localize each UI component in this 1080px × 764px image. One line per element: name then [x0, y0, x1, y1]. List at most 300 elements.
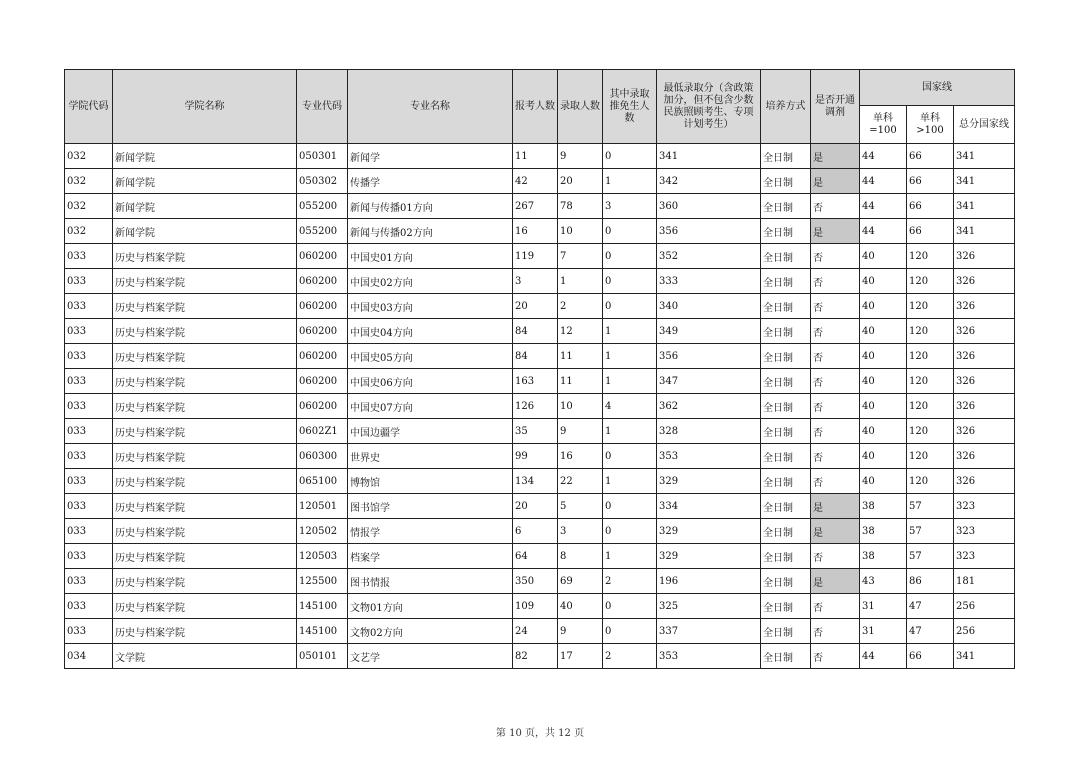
cell-total-line: 323: [954, 494, 1015, 519]
cell-admitted: 11: [558, 344, 603, 369]
cell-admitted: 1: [558, 269, 603, 294]
cell-single-100: 44: [860, 219, 907, 244]
cell-major-name: 文物01方向: [348, 594, 513, 619]
cell-major-code: 060200: [297, 394, 348, 419]
cell-college-name: 历史与档案学院: [113, 594, 297, 619]
cell-mode: 全日制: [761, 469, 811, 494]
cell-single-gt100: 57: [907, 519, 954, 544]
cell-single-gt100: 120: [907, 369, 954, 394]
cell-mode: 全日制: [761, 644, 811, 669]
cell-applicants: 20: [513, 294, 558, 319]
cell-total-line: 323: [954, 544, 1015, 569]
cell-college-code: 033: [65, 444, 113, 469]
cell-exempt: 1: [603, 319, 657, 344]
cell-single-100: 40: [860, 244, 907, 269]
cell-applicants: 99: [513, 444, 558, 469]
table-row: [65, 169, 1015, 194]
cell-min-score: 347: [657, 369, 761, 394]
table-row: [65, 619, 1015, 644]
cell-single-100: 40: [860, 269, 907, 294]
page-footer: 第 10 页，共 12 页: [495, 728, 585, 739]
cell-college-name: 历史与档案学院: [113, 294, 297, 319]
cell-admitted: 2: [558, 294, 603, 319]
cell-min-score: 349: [657, 319, 761, 344]
cell-min-score: 340: [657, 294, 761, 319]
table-row: [65, 269, 1015, 294]
cell-min-score: 342: [657, 169, 761, 194]
cell-applicants: 84: [513, 319, 558, 344]
cell-major-code: 0602Z1: [297, 419, 348, 444]
cell-transfer: 是: [811, 569, 860, 594]
cell-single-100: 40: [860, 419, 907, 444]
cell-exempt: 0: [603, 144, 657, 169]
cell-single-gt100: 120: [907, 394, 954, 419]
cell-admitted: 40: [558, 594, 603, 619]
cell-college-code: 033: [65, 369, 113, 394]
cell-min-score: 337: [657, 619, 761, 644]
cell-admitted: 16: [558, 444, 603, 469]
cell-major-code: 055200: [297, 219, 348, 244]
cell-major-code: 120501: [297, 494, 348, 519]
cell-total-line: 326: [954, 344, 1015, 369]
cell-college-name: 历史与档案学院: [113, 244, 297, 269]
cell-major-name: 中国史01方向: [348, 244, 513, 269]
cell-admitted: 5: [558, 494, 603, 519]
cell-total-line: 181: [954, 569, 1015, 594]
cell-total-line: 326: [954, 269, 1015, 294]
cell-mode: 全日制: [761, 594, 811, 619]
cell-single-100: 38: [860, 544, 907, 569]
cell-college-name: 历史与档案学院: [113, 469, 297, 494]
cell-admitted: 69: [558, 569, 603, 594]
cell-exempt: 1: [603, 469, 657, 494]
cell-mode: 全日制: [761, 219, 811, 244]
cell-total-line: 323: [954, 519, 1015, 544]
cell-major-name: 中国史04方向: [348, 319, 513, 344]
cell-single-100: 40: [860, 369, 907, 394]
cell-total-line: 326: [954, 319, 1015, 344]
cell-min-score: 325: [657, 594, 761, 619]
cell-major-code: 145100: [297, 619, 348, 644]
cell-single-100: 40: [860, 294, 907, 319]
cell-college-name: 历史与档案学院: [113, 569, 297, 594]
cell-major-code: 145100: [297, 594, 348, 619]
cell-single-gt100: 47: [907, 619, 954, 644]
cell-single-100: 40: [860, 394, 907, 419]
cell-major-code: 065100: [297, 469, 348, 494]
cell-exempt: 0: [603, 219, 657, 244]
table-row: [65, 494, 1015, 519]
cell-single-100: 44: [860, 644, 907, 669]
cell-college-name: 文学院: [113, 644, 297, 669]
cell-college-code: 034: [65, 644, 113, 669]
cell-min-score: 362: [657, 394, 761, 419]
cell-exempt: 0: [603, 294, 657, 319]
table-row: [65, 444, 1015, 469]
cell-admitted: 7: [558, 244, 603, 269]
cell-transfer: 否: [811, 594, 860, 619]
cell-single-gt100: 66: [907, 169, 954, 194]
header-total-line: 总分国家线: [954, 106, 1015, 144]
cell-college-name: 历史与档案学院: [113, 394, 297, 419]
table-row: [65, 219, 1015, 244]
cell-admitted: 17: [558, 644, 603, 669]
header-national-line: 国家线: [860, 70, 1015, 106]
cell-major-name: 图书馆学: [348, 494, 513, 519]
cell-single-gt100: 57: [907, 494, 954, 519]
cell-major-name: 档案学: [348, 544, 513, 569]
cell-single-gt100: 120: [907, 269, 954, 294]
cell-college-code: 033: [65, 244, 113, 269]
cell-single-gt100: 120: [907, 469, 954, 494]
cell-major-name: 文艺学: [348, 644, 513, 669]
cell-total-line: 341: [954, 644, 1015, 669]
cell-single-gt100: 66: [907, 644, 954, 669]
cell-college-code: 033: [65, 594, 113, 619]
cell-mode: 全日制: [761, 544, 811, 569]
cell-major-name: 中国史07方向: [348, 394, 513, 419]
cell-single-100: 40: [860, 469, 907, 494]
cell-transfer: 是: [811, 144, 860, 169]
cell-college-name: 历史与档案学院: [113, 344, 297, 369]
cell-applicants: 42: [513, 169, 558, 194]
header-admitted: 录取人数: [558, 70, 603, 144]
cell-major-name: 中国史05方向: [348, 344, 513, 369]
cell-exempt: 1: [603, 169, 657, 194]
cell-admitted: 9: [558, 619, 603, 644]
cell-transfer: 否: [811, 644, 860, 669]
cell-applicants: 3: [513, 269, 558, 294]
cell-single-100: 38: [860, 494, 907, 519]
table-row: [65, 469, 1015, 494]
table-body: [65, 144, 1015, 669]
cell-admitted: 9: [558, 144, 603, 169]
cell-admitted: 8: [558, 544, 603, 569]
cell-major-name: 情报学: [348, 519, 513, 544]
cell-college-name: 历史与档案学院: [113, 319, 297, 344]
cell-college-name: 历史与档案学院: [113, 619, 297, 644]
cell-major-code: 060200: [297, 269, 348, 294]
cell-mode: 全日制: [761, 319, 811, 344]
cell-transfer: 否: [811, 444, 860, 469]
header-single-100: 单科=100: [860, 106, 907, 144]
cell-applicants: 64: [513, 544, 558, 569]
cell-major-code: 060200: [297, 244, 348, 269]
cell-total-line: 326: [954, 444, 1015, 469]
cell-total-line: 326: [954, 394, 1015, 419]
cell-single-gt100: 66: [907, 144, 954, 169]
cell-total-line: 341: [954, 144, 1015, 169]
cell-applicants: 16: [513, 219, 558, 244]
cell-admitted: 20: [558, 169, 603, 194]
cell-single-100: 31: [860, 594, 907, 619]
cell-applicants: 119: [513, 244, 558, 269]
cell-single-gt100: 120: [907, 294, 954, 319]
header-major-code: 专业代码: [297, 70, 348, 144]
cell-transfer: 否: [811, 394, 860, 419]
cell-major-code: 120502: [297, 519, 348, 544]
cell-applicants: 163: [513, 369, 558, 394]
cell-single-gt100: 120: [907, 419, 954, 444]
cell-exempt: 1: [603, 369, 657, 394]
cell-exempt: 1: [603, 344, 657, 369]
cell-mode: 全日制: [761, 519, 811, 544]
cell-admitted: 11: [558, 369, 603, 394]
table-row: [65, 419, 1015, 444]
cell-single-gt100: 47: [907, 594, 954, 619]
cell-major-name: 博物馆: [348, 469, 513, 494]
cell-min-score: 334: [657, 494, 761, 519]
cell-min-score: 333: [657, 269, 761, 294]
cell-college-name: 历史与档案学院: [113, 369, 297, 394]
cell-admitted: 3: [558, 519, 603, 544]
cell-exempt: 0: [603, 519, 657, 544]
cell-total-line: 256: [954, 594, 1015, 619]
cell-major-code: 120503: [297, 544, 348, 569]
cell-major-code: 060200: [297, 319, 348, 344]
cell-mode: 全日制: [761, 194, 811, 219]
cell-exempt: 0: [603, 244, 657, 269]
cell-admitted: 12: [558, 319, 603, 344]
cell-major-code: 050301: [297, 144, 348, 169]
cell-college-name: 新闻学院: [113, 219, 297, 244]
table-row: [65, 519, 1015, 544]
header-transfer: 是否开通调剂: [811, 70, 860, 144]
cell-major-name: 世界史: [348, 444, 513, 469]
cell-mode: 全日制: [761, 444, 811, 469]
cell-single-100: 40: [860, 344, 907, 369]
table-header: [65, 70, 1015, 144]
table-row: [65, 394, 1015, 419]
cell-transfer: 是: [811, 519, 860, 544]
header-mode: 培养方式: [761, 70, 811, 144]
cell-applicants: 84: [513, 344, 558, 369]
cell-single-100: 43: [860, 569, 907, 594]
cell-major-name: 中国史03方向: [348, 294, 513, 319]
cell-total-line: 341: [954, 169, 1015, 194]
cell-transfer: 否: [811, 344, 860, 369]
cell-major-name: 文物02方向: [348, 619, 513, 644]
cell-major-code: 060200: [297, 294, 348, 319]
cell-college-name: 新闻学院: [113, 194, 297, 219]
cell-min-score: 360: [657, 194, 761, 219]
cell-major-code: 125500: [297, 569, 348, 594]
cell-major-code: 060200: [297, 369, 348, 394]
cell-single-100: 44: [860, 144, 907, 169]
cell-exempt: 0: [603, 619, 657, 644]
cell-transfer: 否: [811, 244, 860, 269]
table-row: [65, 644, 1015, 669]
cell-transfer: 否: [811, 194, 860, 219]
cell-exempt: 0: [603, 444, 657, 469]
cell-total-line: 341: [954, 219, 1015, 244]
cell-total-line: 326: [954, 244, 1015, 269]
cell-transfer: 否: [811, 319, 860, 344]
table-row: [65, 369, 1015, 394]
cell-total-line: 326: [954, 469, 1015, 494]
cell-mode: 全日制: [761, 244, 811, 269]
cell-college-code: 033: [65, 619, 113, 644]
cell-single-gt100: 120: [907, 344, 954, 369]
cell-mode: 全日制: [761, 294, 811, 319]
cell-major-code: 055200: [297, 194, 348, 219]
cell-min-score: 341: [657, 144, 761, 169]
cell-applicants: 109: [513, 594, 558, 619]
cell-major-code: 060200: [297, 344, 348, 369]
cell-college-code: 032: [65, 169, 113, 194]
cell-single-gt100: 120: [907, 319, 954, 344]
cell-major-name: 中国边疆学: [348, 419, 513, 444]
cell-total-line: 341: [954, 194, 1015, 219]
cell-exempt: 0: [603, 594, 657, 619]
cell-college-name: 新闻学院: [113, 144, 297, 169]
cell-total-line: 256: [954, 619, 1015, 644]
cell-college-code: 033: [65, 319, 113, 344]
cell-min-score: 352: [657, 244, 761, 269]
cell-college-name: 历史与档案学院: [113, 519, 297, 544]
cell-exempt: 1: [603, 419, 657, 444]
cell-major-name: 新闻与传播01方向: [348, 194, 513, 219]
cell-min-score: 329: [657, 519, 761, 544]
cell-college-name: 历史与档案学院: [113, 494, 297, 519]
cell-exempt: 2: [603, 644, 657, 669]
cell-applicants: 350: [513, 569, 558, 594]
cell-major-code: 050302: [297, 169, 348, 194]
cell-single-100: 40: [860, 444, 907, 469]
table-row: [65, 544, 1015, 569]
cell-single-100: 38: [860, 519, 907, 544]
cell-college-code: 033: [65, 469, 113, 494]
cell-mode: 全日制: [761, 144, 811, 169]
cell-college-code: 033: [65, 344, 113, 369]
cell-college-code: 032: [65, 219, 113, 244]
cell-mode: 全日制: [761, 344, 811, 369]
cell-min-score: 329: [657, 544, 761, 569]
cell-college-code: 033: [65, 544, 113, 569]
cell-admitted: 9: [558, 419, 603, 444]
cell-major-code: 060300: [297, 444, 348, 469]
cell-college-code: 033: [65, 394, 113, 419]
cell-exempt: 3: [603, 194, 657, 219]
cell-mode: 全日制: [761, 269, 811, 294]
cell-mode: 全日制: [761, 419, 811, 444]
cell-single-gt100: 57: [907, 544, 954, 569]
cell-college-code: 033: [65, 269, 113, 294]
cell-applicants: 267: [513, 194, 558, 219]
cell-min-score: 356: [657, 219, 761, 244]
cell-transfer: 是: [811, 219, 860, 244]
cell-major-name: 中国史02方向: [348, 269, 513, 294]
cell-transfer: 是: [811, 494, 860, 519]
cell-single-gt100: 120: [907, 244, 954, 269]
cell-total-line: 326: [954, 419, 1015, 444]
cell-mode: 全日制: [761, 369, 811, 394]
cell-min-score: 329: [657, 469, 761, 494]
cell-single-100: 40: [860, 319, 907, 344]
cell-college-code: 033: [65, 294, 113, 319]
cell-major-name: 图书情报: [348, 569, 513, 594]
cell-mode: 全日制: [761, 619, 811, 644]
cell-exempt: 4: [603, 394, 657, 419]
cell-transfer: 否: [811, 294, 860, 319]
cell-transfer: 否: [811, 619, 860, 644]
header-college-name: 学院名称: [113, 70, 297, 144]
cell-transfer: 否: [811, 269, 860, 294]
cell-applicants: 82: [513, 644, 558, 669]
header-min-score: 最低录取分（含政策加分，但不包含少数民族照顾考生、专项计划考生）: [657, 70, 761, 144]
cell-college-name: 新闻学院: [113, 169, 297, 194]
table-row: [65, 344, 1015, 369]
cell-transfer: 否: [811, 419, 860, 444]
cell-min-score: 356: [657, 344, 761, 369]
cell-admitted: 22: [558, 469, 603, 494]
cell-transfer: 是: [811, 169, 860, 194]
cell-college-code: 033: [65, 419, 113, 444]
table-row: [65, 319, 1015, 344]
table-row: [65, 294, 1015, 319]
cell-college-code: 033: [65, 519, 113, 544]
cell-single-gt100: 66: [907, 194, 954, 219]
table-row: [65, 194, 1015, 219]
table-row: [65, 144, 1015, 169]
table-row: [65, 569, 1015, 594]
cell-applicants: 11: [513, 144, 558, 169]
cell-college-code: 032: [65, 144, 113, 169]
cell-mode: 全日制: [761, 169, 811, 194]
cell-single-100: 31: [860, 619, 907, 644]
cell-major-name: 传播学: [348, 169, 513, 194]
cell-transfer: 否: [811, 544, 860, 569]
cell-mode: 全日制: [761, 569, 811, 594]
cell-exempt: 2: [603, 569, 657, 594]
cell-major-name: 新闻与传播02方向: [348, 219, 513, 244]
cell-mode: 全日制: [761, 394, 811, 419]
cell-college-code: 033: [65, 569, 113, 594]
header-applicants: 报考人数: [513, 70, 558, 144]
cell-exempt: 0: [603, 269, 657, 294]
cell-mode: 全日制: [761, 494, 811, 519]
admissions-table: [64, 69, 1015, 669]
cell-college-code: 033: [65, 494, 113, 519]
header-college-code: 学院代码: [65, 70, 113, 144]
cell-single-100: 44: [860, 169, 907, 194]
cell-transfer: 否: [811, 369, 860, 394]
table-row: [65, 594, 1015, 619]
cell-single-100: 44: [860, 194, 907, 219]
cell-single-gt100: 120: [907, 444, 954, 469]
cell-applicants: 126: [513, 394, 558, 419]
table-row: [65, 244, 1015, 269]
cell-total-line: 326: [954, 369, 1015, 394]
cell-transfer: 否: [811, 469, 860, 494]
cell-major-code: 050101: [297, 644, 348, 669]
header-exempt: 其中录取推免生人数: [603, 70, 657, 144]
cell-applicants: 6: [513, 519, 558, 544]
cell-applicants: 24: [513, 619, 558, 644]
cell-single-gt100: 66: [907, 219, 954, 244]
cell-min-score: 353: [657, 444, 761, 469]
cell-min-score: 353: [657, 644, 761, 669]
header-major-name: 专业名称: [348, 70, 513, 144]
header-single-gt100: 单科>100: [907, 106, 954, 144]
cell-college-code: 032: [65, 194, 113, 219]
cell-college-name: 历史与档案学院: [113, 419, 297, 444]
cell-major-name: 中国史06方向: [348, 369, 513, 394]
cell-exempt: 1: [603, 544, 657, 569]
cell-major-name: 新闻学: [348, 144, 513, 169]
cell-applicants: 134: [513, 469, 558, 494]
cell-admitted: 10: [558, 219, 603, 244]
